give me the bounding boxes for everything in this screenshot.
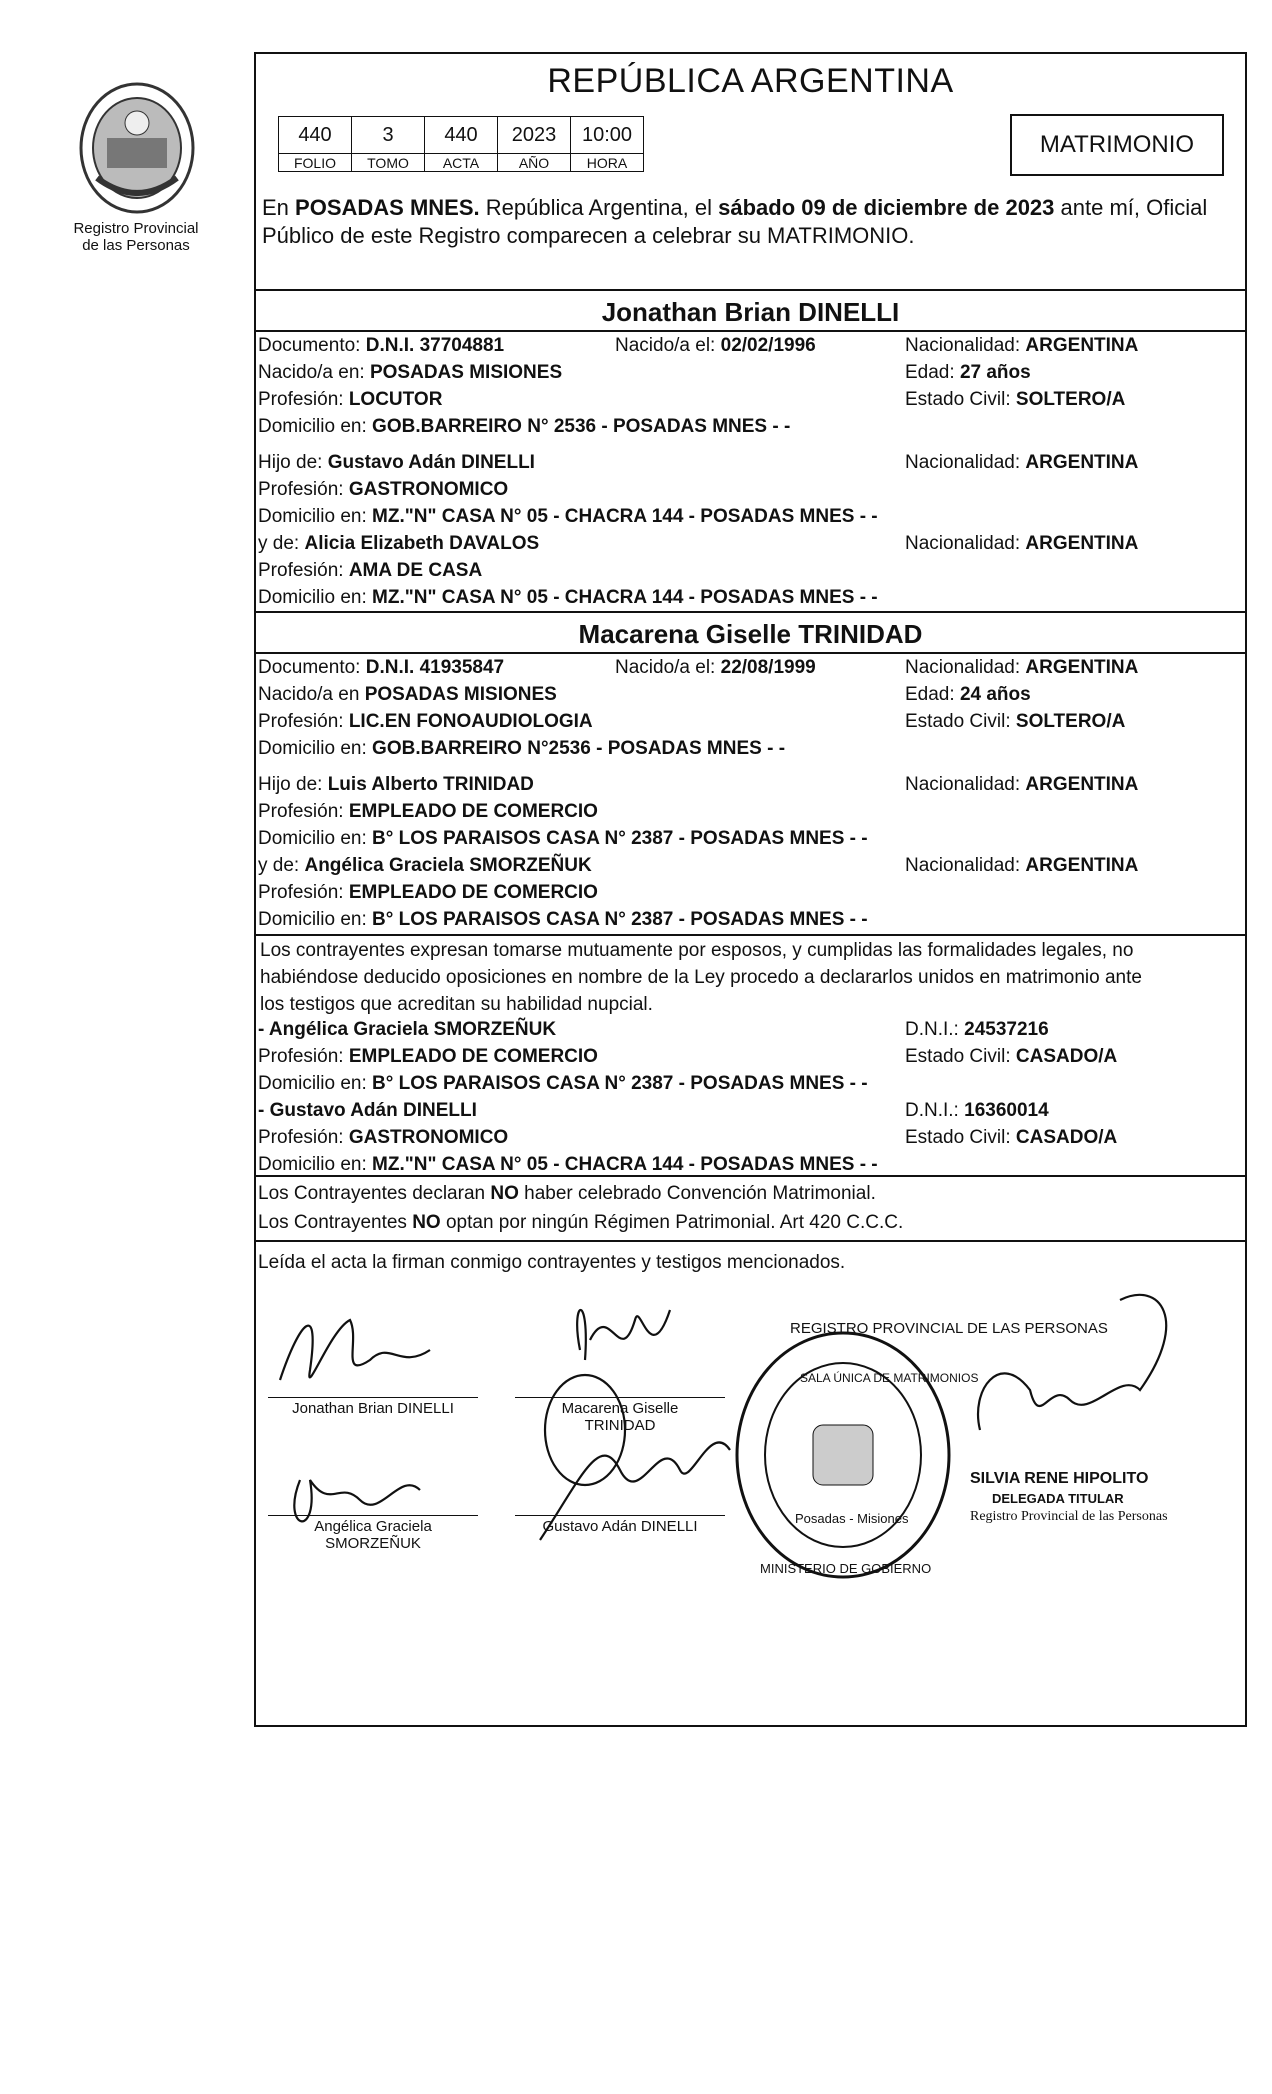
divider xyxy=(254,652,1247,654)
c2-nacionalidad xyxy=(905,657,1138,679)
field-label: Profesión: xyxy=(258,711,344,732)
field-label: Domicilio en: xyxy=(258,828,367,849)
hora-label: HORA xyxy=(571,154,644,172)
field-value: 24 años xyxy=(959,684,1031,705)
acta-value: 440 xyxy=(425,117,498,154)
testigo-2-name xyxy=(258,1100,477,1122)
c2-madre-profesion xyxy=(258,882,598,904)
intro-paragraph xyxy=(262,194,1242,250)
field-value: SOLTERO/A xyxy=(1015,711,1126,732)
c2-padre xyxy=(258,774,534,796)
c2-nacido-en xyxy=(258,684,557,706)
seal-ministerio-text: MINISTERIO DE GOBIERNO xyxy=(760,1561,932,1576)
field-value: MZ."N" CASA N° 05 - CHACRA 144 - POSADAS MNES - - xyxy=(372,587,878,608)
field-value: CASADO/A xyxy=(1015,1046,1118,1067)
field-value: B° LOS PARAISOS CASA N° 2387 - POSADAS MNES - - xyxy=(372,1073,868,1094)
coat-of-arms-logo xyxy=(72,78,202,218)
field-label: optan por ningún Régimen Patrimonial. Art 420 C.C.C. xyxy=(440,1212,904,1233)
c1-madre-nacionalidad xyxy=(905,533,1138,555)
field-value: EMPLEADO DE COMERCIO xyxy=(348,801,598,822)
field-label: Nacionalidad: xyxy=(905,533,1021,554)
anio-label: AÑO xyxy=(498,154,571,172)
c2-nacido-el xyxy=(615,657,816,679)
c1-padre-profesion xyxy=(258,479,508,501)
text-line: Macarena Giselle xyxy=(561,1400,679,1417)
field-label: Domicilio en: xyxy=(258,909,367,930)
field-label: Domicilio en: xyxy=(258,416,367,437)
field-label: Los Contrayentes declaran xyxy=(258,1183,491,1204)
c1-profesion xyxy=(258,389,442,411)
field-value: MZ."N" CASA N° 05 - CHACRA 144 - POSADAS MNES - - xyxy=(372,1154,878,1175)
testigo-2-profesion xyxy=(258,1127,508,1149)
field-value: 24537216 xyxy=(964,1019,1049,1040)
field-value: Alicia Elizabeth DAVALOS xyxy=(304,533,540,554)
field-value: GOB.BARREIRO N° 2536 - POSADAS MNES - - xyxy=(372,416,791,437)
field-label: haber celebrado Convención Matrimonial. xyxy=(518,1183,876,1204)
field-value: 27 años xyxy=(959,362,1031,383)
c1-edad xyxy=(905,362,1031,384)
c1-nacido-en xyxy=(258,362,562,384)
field-label: y de: xyxy=(258,533,300,554)
oficial-cargo: DELEGADA TITULAR xyxy=(992,1491,1124,1506)
text-line: ante mí, Oficial Público de este Registro comparecen a celebrar su MATRIMONIO. xyxy=(262,195,1208,248)
c2-padre-profesion xyxy=(258,801,598,823)
field-value: POSADAS MISIONES xyxy=(369,362,563,383)
field-value: ARGENTINA xyxy=(1025,774,1139,795)
field-value: ARGENTINA xyxy=(1025,335,1139,356)
cierre-text: Leída el acta la firman conmigo contrayentes y testigos mencionados. xyxy=(258,1252,846,1273)
c1-estado-civil xyxy=(905,389,1125,411)
c1-nacido-el xyxy=(615,335,816,357)
oficial-name: SILVIA RENE HIPOLITO xyxy=(970,1470,1149,1487)
logo-caption xyxy=(52,220,220,254)
field-label: Nacido/a el: xyxy=(615,335,716,356)
c1-padre xyxy=(258,452,535,474)
c1-madre-domicilio xyxy=(258,587,878,609)
c2-domicilio xyxy=(258,738,785,760)
tomo-label: TOMO xyxy=(352,154,425,172)
firma-testigo-2: Gustavo Adán DINELLI xyxy=(542,1518,698,1535)
field-value: POSADAS MISIONES xyxy=(364,684,557,705)
field-value: ARGENTINA xyxy=(1025,657,1139,678)
seal-inner-text: SALA ÚNICA DE MATRIMONIOS xyxy=(800,1371,979,1385)
c1-documento xyxy=(258,335,504,357)
field-label: Domicilio en: xyxy=(258,738,367,759)
field-label: Estado Civil: xyxy=(905,389,1011,410)
field-label: Domicilio en: xyxy=(258,506,367,527)
declaracion-paragraph xyxy=(260,937,1242,1018)
text-line: SMORZEÑUK xyxy=(325,1535,421,1552)
firma-contrayente-2 xyxy=(515,1400,725,1434)
field-label: Profesión: xyxy=(258,801,344,822)
field-label: Profesión: xyxy=(258,479,344,500)
testigo-1-estado xyxy=(905,1046,1117,1068)
field-label: Domicilio en: xyxy=(258,1073,367,1094)
c2-madre-domicilio xyxy=(258,909,868,931)
testigo-2-domicilio xyxy=(258,1154,878,1176)
text-line: POSADAS MNES. xyxy=(295,195,480,220)
field-label: Nacionalidad: xyxy=(905,657,1021,678)
field-value: ARGENTINA xyxy=(1025,533,1139,554)
text-line: Los contrayentes expresan tomarse mutuamente por esposos, y cumplidas las formalidades legales, no xyxy=(260,940,1134,961)
firma-contrayente-1: Jonathan Brian DINELLI xyxy=(292,1400,454,1417)
field-label: Nacido/a en: xyxy=(258,362,365,383)
field-value: B° LOS PARAISOS CASA N° 2387 - POSADAS MNES - - xyxy=(372,909,868,930)
testigo-1-domicilio xyxy=(258,1073,868,1095)
field-value: ARGENTINA xyxy=(1025,452,1139,473)
field-value: - Angélica Graciela SMORZEÑUK xyxy=(258,1019,557,1040)
divider xyxy=(254,330,1247,332)
field-label: Profesión: xyxy=(258,882,344,903)
field-label: Nacionalidad: xyxy=(905,774,1021,795)
field-label: Estado Civil: xyxy=(905,1046,1011,1067)
field-label: Profesión: xyxy=(258,1127,344,1148)
field-label: y de: xyxy=(258,855,300,876)
seal-bottom-text: Posadas - Misiones xyxy=(795,1511,909,1526)
divider xyxy=(254,1240,1247,1242)
c2-edad xyxy=(905,684,1031,706)
field-label: Profesión: xyxy=(258,1046,344,1067)
field-value: 16360014 xyxy=(964,1100,1049,1121)
text-line: TRINIDAD xyxy=(584,1417,656,1434)
firma-testigo-1 xyxy=(268,1518,478,1552)
folio-value: 440 xyxy=(279,117,352,154)
field-label: Documento: xyxy=(258,335,361,356)
divider xyxy=(254,934,1247,936)
text-line: los testigos que acreditan su habilidad nupcial. xyxy=(260,994,653,1015)
c2-profesion xyxy=(258,711,593,733)
field-value: NO xyxy=(412,1212,441,1233)
testigo-1-dni xyxy=(905,1019,1049,1041)
field-label: Estado Civil: xyxy=(905,711,1011,732)
field-value: GOB.BARREIRO N°2536 - POSADAS MNES - - xyxy=(372,738,786,759)
seal-outer-text: REGISTRO PROVINCIAL DE LAS PERSONAS xyxy=(790,1320,1108,1337)
c2-estado-civil xyxy=(905,711,1125,733)
c2-documento xyxy=(258,657,504,679)
field-value: NO xyxy=(490,1183,519,1204)
field-label: D.N.I.: xyxy=(905,1019,959,1040)
field-value: D.N.I. 37704881 xyxy=(365,335,505,356)
text-line: República Argentina, el xyxy=(479,195,719,220)
field-value: SOLTERO/A xyxy=(1015,389,1126,410)
field-value: Angélica Graciela SMORZEÑUK xyxy=(304,855,592,876)
field-value: GASTRONOMICO xyxy=(348,1127,509,1148)
field-label: D.N.I.: xyxy=(905,1100,959,1121)
field-value: CASADO/A xyxy=(1015,1127,1118,1148)
field-label: Edad: xyxy=(905,362,955,383)
anio-value: 2023 xyxy=(498,117,571,154)
convencion-line-2 xyxy=(258,1212,903,1234)
signature-1 xyxy=(280,1320,430,1380)
field-label: Profesión: xyxy=(258,389,344,410)
field-value: LIC.EN FONOAUDIOLOGIA xyxy=(348,711,593,732)
act-type-box: MATRIMONIO xyxy=(1010,114,1224,176)
c2-padre-nacionalidad xyxy=(905,774,1138,796)
field-label: Nacido/a en xyxy=(258,684,360,705)
hora-value: 10:00 xyxy=(571,117,644,154)
text-line: sábado 09 de diciembre de 2023 xyxy=(718,195,1055,220)
tomo-value: 3 xyxy=(352,117,425,154)
c1-padre-domicilio xyxy=(258,506,878,528)
text-line: En xyxy=(262,195,296,220)
testigo-2-dni xyxy=(905,1100,1049,1122)
field-value: B° LOS PARAISOS CASA N° 2387 - POSADAS MNES - - xyxy=(372,828,868,849)
contrayente-1-name: Jonathan Brian DINELLI xyxy=(601,297,900,327)
registry-table xyxy=(278,116,644,172)
text-line: Registro Provincial xyxy=(73,220,199,237)
c1-nacionalidad xyxy=(905,335,1138,357)
c1-domicilio xyxy=(258,416,790,438)
field-label: Nacionalidad: xyxy=(905,335,1021,356)
c1-padre-nacionalidad xyxy=(905,452,1138,474)
c2-madre-nacionalidad xyxy=(905,855,1138,877)
testigo-2-estado xyxy=(905,1127,1117,1149)
signature-line xyxy=(515,1515,725,1516)
field-label: Nacionalidad: xyxy=(905,855,1021,876)
field-value: GASTRONOMICO xyxy=(348,479,509,500)
acta-label: ACTA xyxy=(425,154,498,172)
folio-label: FOLIO xyxy=(279,154,352,172)
field-value: Luis Alberto TRINIDAD xyxy=(327,774,534,795)
divider xyxy=(254,611,1247,613)
text-line: de las Personas xyxy=(82,237,190,254)
field-label: Edad: xyxy=(905,684,955,705)
field-value: EMPLEADO DE COMERCIO xyxy=(348,1046,598,1067)
divider xyxy=(254,289,1247,291)
signature-oficial xyxy=(978,1295,1166,1430)
field-value: - Gustavo Adán DINELLI xyxy=(258,1100,477,1121)
field-label: Domicilio en: xyxy=(258,587,367,608)
convencion-line-1 xyxy=(258,1183,876,1205)
contrayente-2-name: Macarena Giselle TRINIDAD xyxy=(578,619,923,649)
field-label: Profesión: xyxy=(258,560,344,581)
field-value: ARGENTINA xyxy=(1025,855,1139,876)
oficial-organismo: Registro Provincial de las Personas xyxy=(970,1509,1168,1524)
c1-madre xyxy=(258,533,539,555)
field-value: AMA DE CASA xyxy=(348,560,483,581)
c2-padre-domicilio xyxy=(258,828,868,850)
c1-madre-profesion xyxy=(258,560,482,582)
signature-line xyxy=(268,1515,478,1516)
field-value: 22/08/1999 xyxy=(720,657,816,678)
text-line: Angélica Graciela xyxy=(314,1518,432,1535)
field-value: 02/02/1996 xyxy=(720,335,816,356)
testigo-1-name xyxy=(258,1019,556,1041)
text-line: habiéndose deducido oposiciones en nombre de la Ley procedo a declararlos unidos en matrimonio ante xyxy=(260,967,1142,988)
page-title: REPÚBLICA ARGENTINA xyxy=(547,62,954,100)
testigo-1-profesion xyxy=(258,1046,598,1068)
field-label: Estado Civil: xyxy=(905,1127,1011,1148)
signature-line xyxy=(268,1397,478,1398)
field-label: Documento: xyxy=(258,657,361,678)
field-value: LOCUTOR xyxy=(348,389,443,410)
field-value: Gustavo Adán DINELLI xyxy=(327,452,535,473)
field-value: EMPLEADO DE COMERCIO xyxy=(348,882,598,903)
field-label: Nacionalidad: xyxy=(905,452,1021,473)
field-label: Hijo de: xyxy=(258,452,323,473)
signature-line xyxy=(515,1397,725,1398)
field-label: Nacido/a el: xyxy=(615,657,716,678)
field-label: Hijo de: xyxy=(258,774,323,795)
field-label: Los Contrayentes xyxy=(258,1212,413,1233)
c2-madre xyxy=(258,855,592,877)
field-value: D.N.I. 41935847 xyxy=(365,657,505,678)
field-value: MZ."N" CASA N° 05 - CHACRA 144 - POSADAS MNES - - xyxy=(372,506,878,527)
signature-2 xyxy=(577,1310,670,1360)
official-seal xyxy=(728,1325,958,1585)
field-label: Domicilio en: xyxy=(258,1154,367,1175)
